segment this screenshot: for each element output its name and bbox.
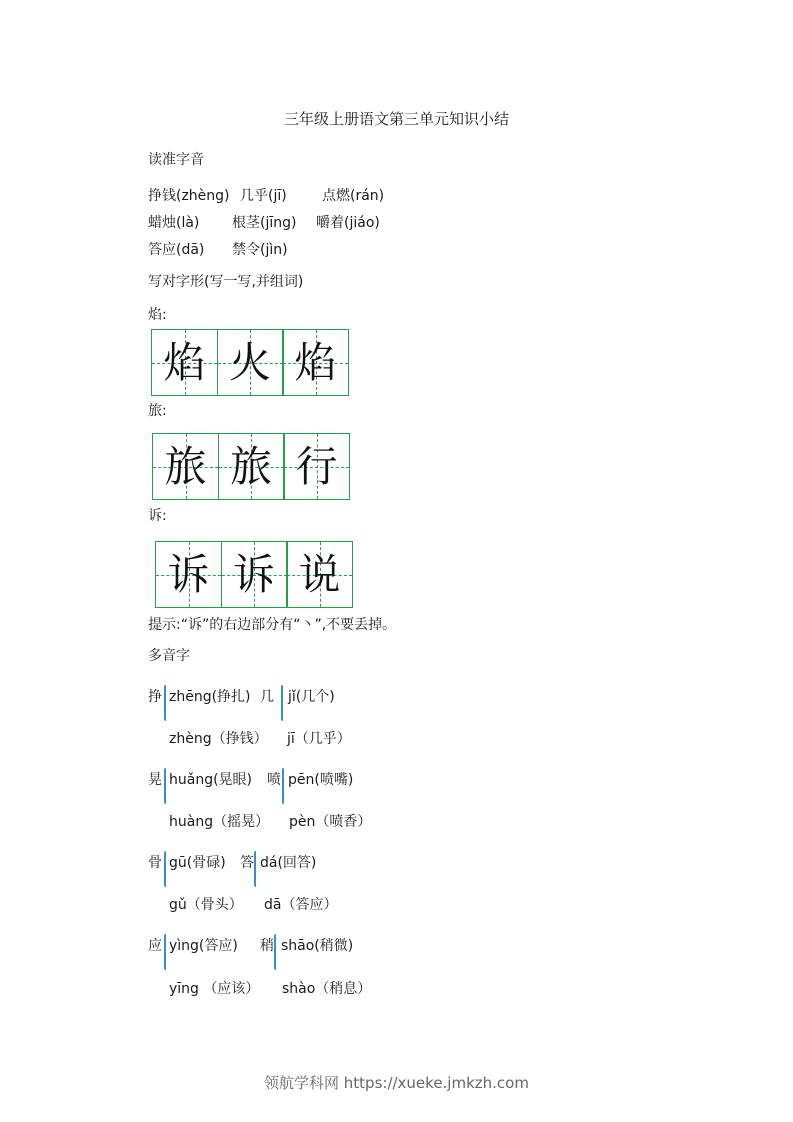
poly-reading: gū(骨碌) [169,855,226,871]
grid-char: 诉 [167,549,210,599]
writing-label: 旅: [148,403,167,419]
grid-char: 行 [295,441,338,491]
section-heading-write: 写对字形(写一写,并组词) [148,274,304,290]
brace-icon [274,934,279,970]
grid-cell [151,329,218,396]
grid-cell [286,541,353,608]
tip-text: 提示:“诉”的右边部分有“丶”,不要丢掉。 [148,617,397,633]
poly-reading: zhèng（挣钱） [169,731,268,747]
section-heading-read: 读准字音 [148,152,204,168]
reading-item: 蜡烛(là) [148,215,200,231]
reading-item: 几乎(jī) [240,188,287,204]
grid-cell [221,541,288,608]
tian-grid [155,541,352,608]
grid-char: 说 [298,549,341,599]
grid-char: 旅 [229,441,272,491]
poly-reading: gǔ（骨头） [169,897,243,913]
reading-item: 根茎(jīng) [232,215,297,231]
poly-char: 应 [148,938,162,954]
poly-reading: dá(回答) [260,855,317,871]
reading-item: 嚼着(jiáo) [316,215,380,231]
poly-reading: pèn（喷香） [289,814,372,830]
grid-cell [282,329,349,396]
poly-char: 晃 [148,772,162,788]
brace-icon [281,685,286,721]
reading-item: 答应(dā) [148,242,205,258]
section-heading-poly: 多音字 [148,648,190,664]
poly-char: 几 [260,689,274,705]
brace-icon [254,851,259,887]
brace-icon [282,768,287,804]
poly-reading: pēn(喷嘴) [288,772,354,788]
page-title: 三年级上册语文第三单元知识小结 [283,110,509,128]
poly-char: 挣 [148,689,162,705]
poly-reading: shāo(稍微) [281,938,354,954]
poly-reading: yìng(答应) [169,938,238,954]
footer-watermark: 领航学科网 https://xueke.jmkzh.com [264,1074,529,1092]
poly-reading: yīng （应该） [169,981,260,997]
poly-reading: huàng（摇晃） [169,814,270,830]
poly-char: 喷 [267,772,281,788]
reading-item: 点燃(rán) [322,188,385,204]
grid-char: 焰 [163,337,206,387]
poly-reading: huǎng(晃眼) [169,772,253,788]
poly-char: 骨 [148,855,162,871]
poly-reading: jī（几乎） [287,731,351,747]
reading-item: 挣钱(zhèng) [148,188,230,204]
writing-label: 诉: [148,508,167,524]
tian-grid [152,433,349,500]
grid-cell [218,433,285,500]
grid-cell [217,329,284,396]
poly-reading: zhēng(挣扎) [169,689,251,705]
writing-label: 焰: [148,307,167,323]
poly-char: 稍 [260,938,274,954]
grid-cell [155,541,222,608]
poly-reading: shào（稍息） [282,981,372,997]
poly-reading: jǐ(几个) [288,689,335,705]
grid-char: 焰 [294,337,337,387]
grid-char: 旅 [164,441,207,491]
poly-char: 答 [240,855,254,871]
tian-grid [151,329,348,396]
grid-cell [152,433,219,500]
grid-cell [283,433,350,500]
grid-char: 火 [228,337,271,387]
poly-reading: dā（答应） [264,897,338,913]
grid-char: 诉 [232,549,275,599]
reading-item: 禁令(jìn) [232,242,288,258]
